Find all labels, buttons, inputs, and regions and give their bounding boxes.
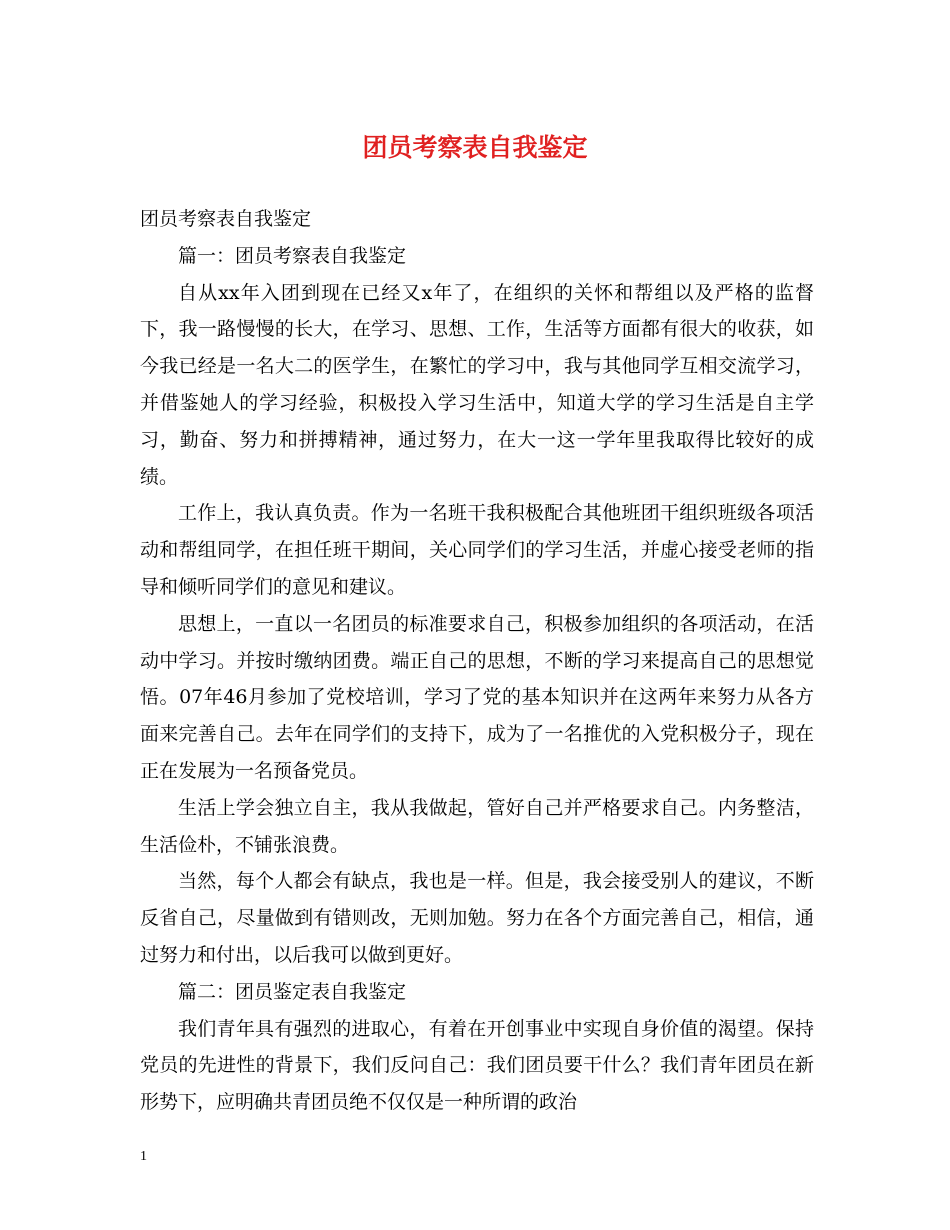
document-body [140,201,814,1121]
body-paragraph: 思想上，一直以一名团员的标准要求自己，积极参加组织的各项活动，在活动中学习。并按时缴纳团费。端正自己的思想，不断的学习来提高自己的思想觉悟。07年46月参加了党校培训，学习了党的基本知识并在这两年来努力从各方面来完善自己。去年在同学们的支持下，成为了一名推优的入党积极分子，现在正在发展为一名预备党员。 [140,612,814,782]
body-paragraph: 当然，每个人都会有缺点，我也是一样。但是，我会接受别人的建议，不断反省自己，尽量做到有错则改，无则加勉。努力在各个方面完善自己，相信，通过努力和付出，以后我可以做到更好。 [140,870,814,966]
body-paragraph: 自从xx年入团到现在已经又x年了，在组织的关怀和帮组以及严格的监督下，我一路慢慢的长大，在学习、思想、工作，生活等方面都有很大的收获，如今我已经是一名大二的医学生，在繁忙的学习中，我与其他同学互相交流学习，并借鉴她人的学习经验，积极投入学习生活中，知道大学的学习生活是自主学习，勤奋、努力和拼搏精神，通过努力，在大一这一学年里我取得比较好的成绩。 [140,281,814,488]
body-paragraph: 工作上，我认真负责。作为一名班干我积极配合其他班团干组织班级各项活动和帮组同学，在担任班干期间，关心同学们的学习生活，并虚心接受老师的指导和倾听同学们的意见和建议。 [140,502,814,598]
section-heading-2: 篇二：团员鉴定表自我鉴定 [178,980,407,1003]
document-title: 团员考察表自我鉴定 [362,133,588,162]
section-heading-1: 篇一：团员考察表自我鉴定 [178,244,407,267]
body-paragraph: 我们青年具有强烈的进取心，有着在开创事业中实现自身价值的渴望。保持党员的先进性的背景下，我们反问自己：我们团员要干什么？我们青年团员在新形势下，应明确共青团员绝不仅仅是一种所谓的政治 [140,1017,814,1114]
subtitle-paragraph: 团员考察表自我鉴定 [140,208,312,230]
body-paragraph: 生活上学会独立自主，我从我做起，管好自己并严格要求自己。内务整洁，生活俭朴，不铺张浪费。 [140,796,814,856]
page-number: 1 [140,1149,147,1164]
